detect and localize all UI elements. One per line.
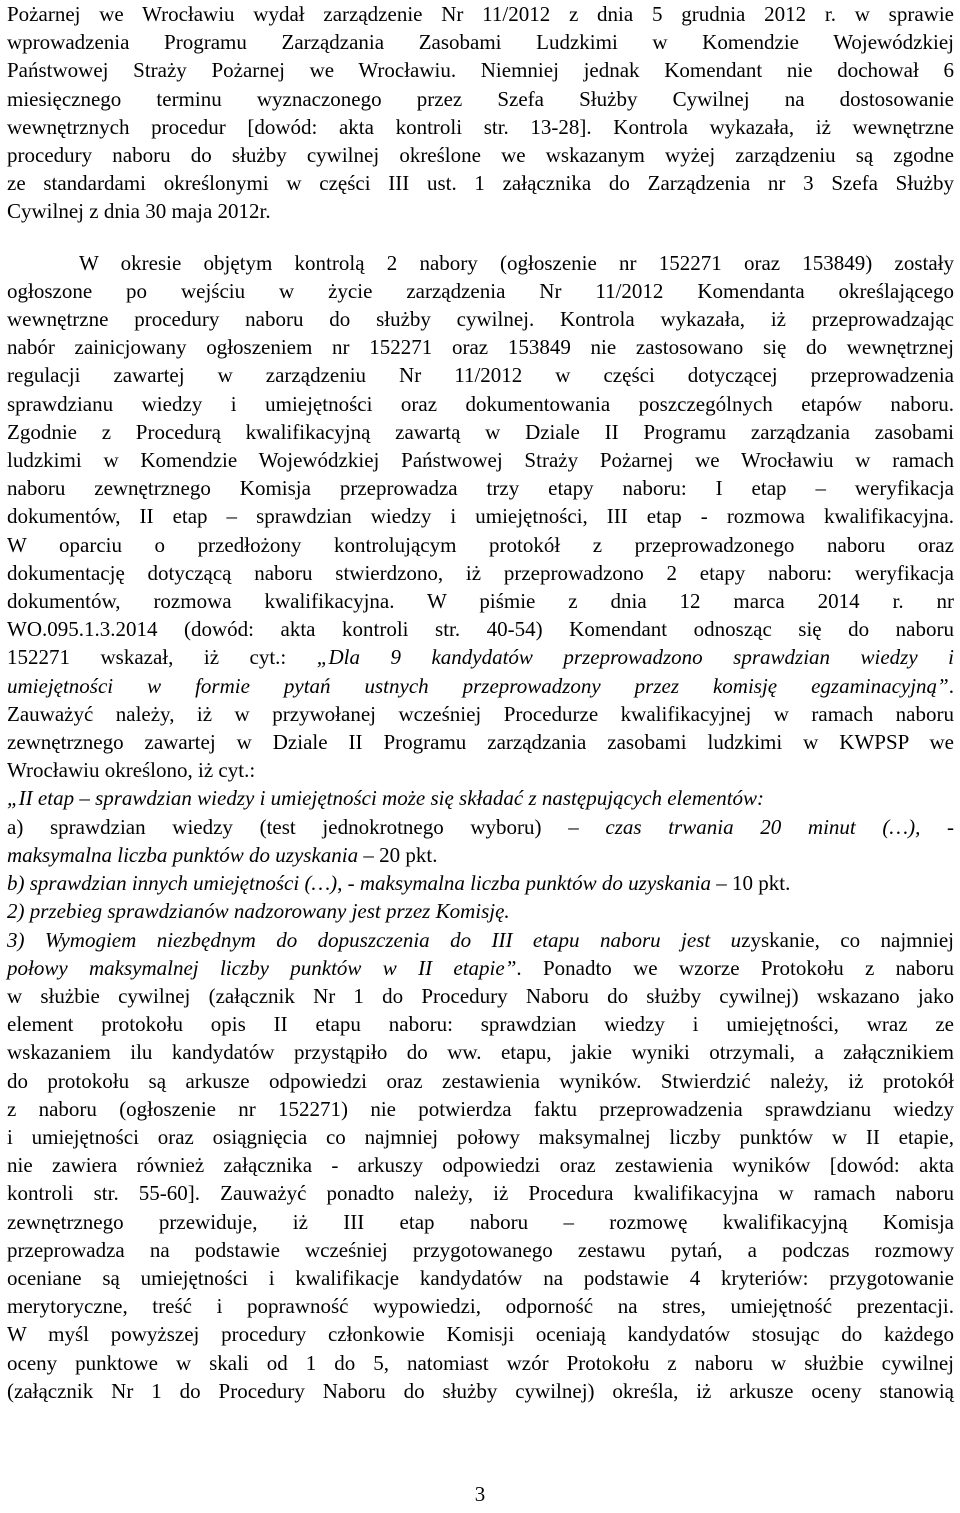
text-line: wewnętrzne procedury naboru do służby cywilnej. Kontrola wykazała, iż przeprowadzając xyxy=(7,307,954,332)
text-line: W oparciu o przedłożony kontrolującym protokół z przeprowadzonego naboru oraz xyxy=(7,532,954,557)
text-line: ze standardami określonymi w części III ust. 1 załącznika do Zarządzenia nr 3 Szefa Służby xyxy=(7,171,954,196)
text-line: kontroli str. 55-60]. Zauważyć ponadto należy, iż Procedura kwalifikacyjna w ramach naboru xyxy=(7,1181,954,1206)
text-line: Cywilnej z dnia 30 maja 2012r. xyxy=(7,199,271,224)
quoted-text: maksymalna liczba punktów do uzyskania xyxy=(7,842,359,867)
text-run: . Ponadto we wzorze Protokołu z naboru xyxy=(516,955,954,980)
quoted-text: czas trwania 20 minut (…), xyxy=(605,814,921,839)
text-line: Zauważyć należy, iż w przywołanej wcześniej Procedurze kwalifikacyjnej w ramach naboru xyxy=(7,701,954,726)
text-line: w służbie cywilnej (załącznik Nr 1 do Procedury Naboru do służby cywilnej) wskazano jako xyxy=(7,983,954,1008)
text-run: a) sprawdzian wiedzy (test jednokrotnego wyboru) – xyxy=(7,814,606,839)
text-line: element protokołu opis II etapu naboru: sprawdzian wiedzy i umiejętności, wraz ze xyxy=(7,1012,954,1037)
text-line: Wrocławiu określono, iż cyt.: xyxy=(7,758,256,783)
quoted-text: 2) przebieg sprawdzianów nadzorowany jest przez Komisję. xyxy=(7,899,510,924)
text-line: ludzkimi w Komendzie Wojewódzkiej Państwowej Straży Pożarnej we Wrocławiu w ramach xyxy=(7,448,954,473)
text-line: do protokołu są arkusze odpowiedzi oraz zestawienia wyników. Stwierdzić należy, iż protokół xyxy=(7,1068,954,1093)
quoted-line xyxy=(7,869,954,897)
text-line: i umiejętności oraz osiągnięcia co najmniej połowy maksymalnej liczby punktów w II etapie, xyxy=(7,1124,954,1149)
text-line xyxy=(7,954,954,982)
text-line: zewnętrznego zawartej w Dziale II Programu zarządzania zasobami ludzkimi w KWPSP we xyxy=(7,730,954,755)
text-line: ogłoszone po wejściu w życie zarządzenia Nr 11/2012 Komendanta określającego xyxy=(7,278,954,303)
quoted-line xyxy=(7,813,954,841)
text-line: W okresie objętym kontrolą 2 nabory (ogłoszenie nr 152271 oraz 153849) zostały xyxy=(79,250,954,275)
text-line: nabór zainicjowany ogłoszeniem nr 152271 oraz 153849 nie zastosowano się do wewnętrznej xyxy=(7,335,954,360)
text-line xyxy=(7,643,954,671)
text-line: WO.095.1.3.2014 (dowód: akta kontroli str. 40-54) Komendant odnosząc się do naboru xyxy=(7,617,954,642)
quoted-text: „II etap – sprawdzian wiedzy i umiejętności może się składać z następujących elementów: xyxy=(7,786,765,811)
text-line: Pożarnej we Wrocławiu wydał zarządzenie Nr 11/2012 z dnia 5 grudnia 2012 r. w sprawie xyxy=(7,2,954,26)
quoted-line xyxy=(7,926,954,954)
text-line: procedury naboru do służby cywilnej określone we wskazanym wyżej zarządzeniu są zgodne xyxy=(7,143,954,168)
text-line: naboru zewnętrznego Komisja przeprowadza trzy etapy naboru: I etap – weryfikacja xyxy=(7,476,954,501)
text-line: z naboru (ogłoszenie nr 152271) nie potwierdza faktu przeprowadzenia sprawdzianu wiedzy xyxy=(7,1096,954,1121)
text-line: sprawdzianu wiedzy i umiejętności oraz dokumentowania poszczególnych etapów naboru. xyxy=(7,391,954,416)
quoted-line xyxy=(7,897,954,925)
text-line: miesięcznego terminu wyznaczonego przez Szefa Służby Cywilnej na dostosowanie xyxy=(7,86,954,111)
quoted-text: połowy maksymalnej liczby punktów w II etapie” xyxy=(7,955,517,980)
text-run: zyskanie, co najmniej xyxy=(741,927,954,952)
text-line: Zgodnie z Procedurą kwalifikacyjną zawartą w Dziale II Programu zarządzania zasobami xyxy=(7,419,954,444)
quoted-text: b) sprawdzian innych umiejętności (…), - maksymalna liczba punktów do uzyskania xyxy=(7,871,711,896)
quoted-text: „Dla 9 kandydatów przeprowadzono sprawdzian wiedzy i xyxy=(316,645,955,670)
text-line: merytoryczne, treść i poprawność wypowiedzi, odporność na stres, umiejętność prezentacji. xyxy=(7,1294,954,1319)
text-line: W myśl powyższej procedury członkowie Komisji oceniają kandydatów stosując do każdego xyxy=(7,1322,954,1347)
text-run: - xyxy=(920,814,954,839)
quoted-text: umiejętności w formie pytań ustnych przeprowadzony przez komisję egzaminacyjną” xyxy=(7,673,949,698)
text-line xyxy=(7,672,954,700)
text-line: dokumentację dotyczącą naboru stwierdzono, iż przeprowadzono 2 etapy naboru: weryfikacja xyxy=(7,560,954,585)
text-run: 152271 wskazał, iż cyt.: xyxy=(7,645,317,670)
page-number: 3 xyxy=(474,1482,486,1506)
quoted-text: 3) Wymogiem niezbędnym do dopuszczenia do III etapu naboru jest u xyxy=(7,927,742,952)
text-run: . xyxy=(948,673,954,698)
quoted-line xyxy=(7,841,954,869)
text-line: dokumentów, II etap – sprawdzian wiedzy i umiejętności, III etap - rozmowa kwalifikacyjna. xyxy=(7,504,954,529)
text-line: wskazaniem ilu kandydatów przystąpiło do ww. etapu, jakie wyniki otrzymali, a załącznikiem xyxy=(7,1040,954,1065)
text-line: wprowadzenia Programu Zarządzania Zasobami Ludzkimi w Komendzie Wojewódzkiej xyxy=(7,30,954,55)
text-run: – 10 pkt. xyxy=(711,871,791,896)
text-line: dokumentów, rozmowa kwalifikacyjna. W piśmie z dnia 12 marca 2014 r. nr xyxy=(7,589,954,614)
text-line: regulacji zawartej w zarządzeniu Nr 11/2012 w części dotyczącej przeprowadzenia xyxy=(7,363,954,388)
paragraph-2 xyxy=(7,249,954,1405)
text-line: oceniane są umiejętności i kwalifikacje kandydatów na podstawie 4 kryteriów: przygotowanie xyxy=(7,1265,954,1290)
text-line: (załącznik Nr 1 do Procedury Naboru do służby cywilnej) określa, iż arkusze oceny stanowią xyxy=(7,1378,954,1403)
text-line: zewnętrznego przewiduje, iż III etap naboru – rozmowę kwalifikacyjną Komisja xyxy=(7,1209,954,1234)
quoted-line xyxy=(7,784,954,812)
text-line: Państwowej Straży Pożarnej we Wrocławiu. Niemniej jednak Komendant nie dochował 6 xyxy=(7,58,954,83)
text-line: wewnętrznych procedur [dowód: akta kontroli str. 13-28]. Kontrola wykazała, iż wewnętrzne xyxy=(7,114,954,139)
text-run: – 20 pkt. xyxy=(358,842,438,867)
paragraph-1 xyxy=(7,0,954,226)
text-line: przeprowadza na podstawie wcześniej przygotowanego zestawu pytań, a podczas rozmowy xyxy=(7,1237,954,1262)
text-line: nie zawiera również załącznika - arkuszy odpowiedzi oraz zestawienia wyników [dowód: akta xyxy=(7,1153,954,1178)
document-page xyxy=(7,0,954,1405)
text-line: oceny punktowe w skali od 1 do 5, natomiast wzór Protokołu z naboru w służbie cywilnej xyxy=(7,1350,954,1375)
